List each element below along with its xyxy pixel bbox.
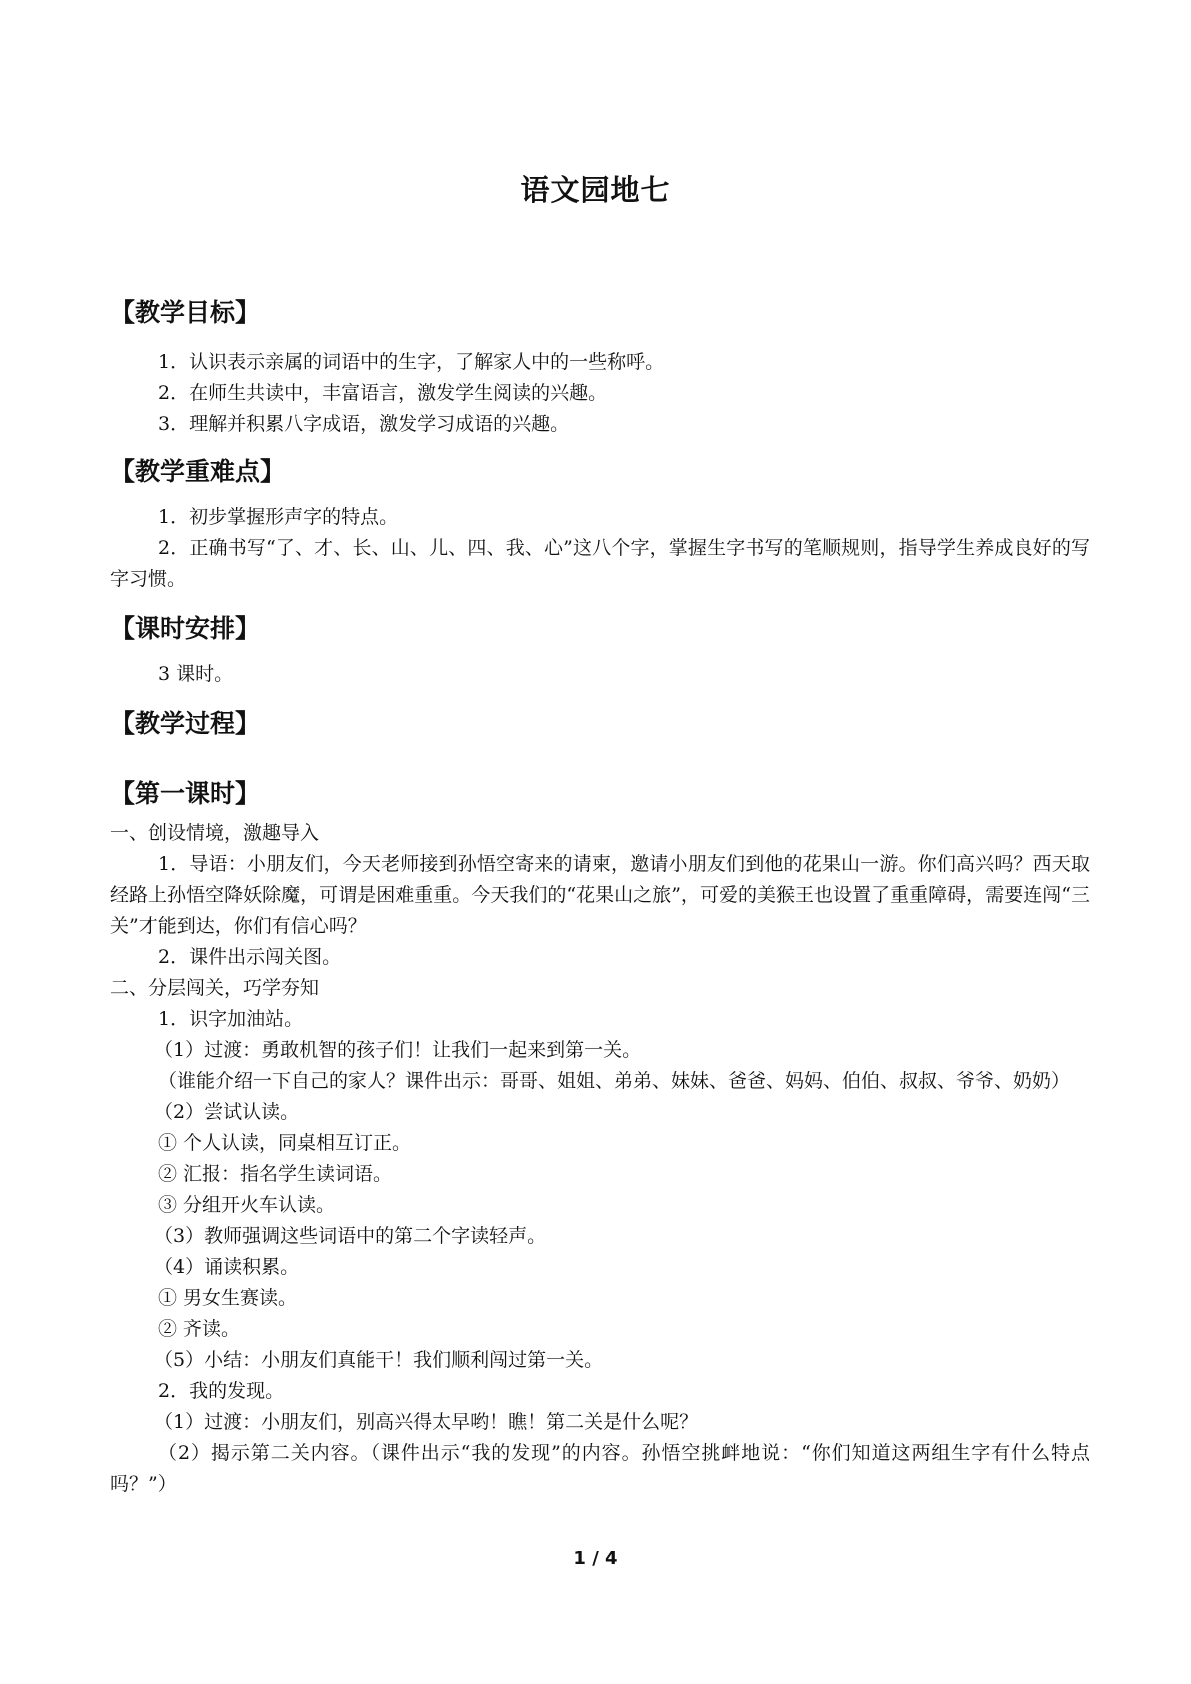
paragraph: 1．初步掌握形声字的特点。	[158, 506, 399, 528]
paragraph: （3）教师强调这些词语中的第二个字读轻声。	[154, 1225, 547, 1247]
section-heading: 【教学过程】	[110, 709, 261, 738]
page-number: 1 / 4	[573, 1548, 618, 1569]
paragraph: 2．课件出示闯关图。	[158, 946, 342, 968]
section-heading: 【第一课时】	[110, 779, 261, 808]
paragraph: ① 个人认读，同桌相互订正。	[158, 1132, 412, 1154]
section-heading: 【课时安排】	[110, 614, 261, 643]
document-body	[110, 293, 1090, 1500]
paragraph: （1）过渡：小朋友们，别高兴得太早哟！瞧！第二关是什么呢？	[154, 1411, 699, 1433]
paragraph: 2．正确书写“了、才、长、山、儿、四、我、心”这八个字，掌握生字书写的笔顺规则，指导学生养成良好的写字习惯。	[110, 537, 1090, 590]
paragraph: 1．认识表示亲属的词语中的生字，了解家人中的一些称呼。	[158, 351, 665, 373]
paragraph: 1．识字加油站。	[158, 1008, 304, 1030]
section-heading: 【教学目标】	[110, 298, 261, 327]
paragraph: （5）小结：小朋友们真能干！我们顺利闯过第一关。	[154, 1349, 604, 1371]
paragraph: 2．在师生共读中，丰富语言，激发学生阅读的兴趣。	[158, 382, 608, 404]
paragraph: ② 齐读。	[158, 1318, 241, 1340]
paragraph: 3．理解并积累八字成语，激发学习成语的兴趣。	[158, 413, 570, 435]
document-title: 语文园地七	[520, 173, 671, 207]
paragraph: （谁能介绍一下自己的家人？课件出示：哥哥、姐姐、弟弟、妹妹、爸爸、妈妈、伯伯、叔叔、爷爷、奶奶）	[158, 1070, 1071, 1092]
paragraph: ① 男女生赛读。	[158, 1287, 298, 1309]
paragraph: 2．我的发现。	[158, 1380, 285, 1402]
paragraph: 1．导语：小朋友们，今天老师接到孙悟空寄来的请柬，邀请小朋友们到他的花果山一游。你们高兴吗？西天取经路上孙悟空降妖除魔，可谓是困难重重。今天我们的“花果山之旅”，可爱的美猴王也设置了重重障碍，需要连闯“三关”才能到达，你们有信心吗？	[110, 853, 1090, 937]
section-heading: 【教学重难点】	[110, 457, 286, 486]
paragraph: （1）过渡：勇敢机智的孩子们！让我们一起来到第一关。	[154, 1039, 642, 1061]
paragraph: （4）诵读积累。	[154, 1256, 300, 1278]
paragraph: （2）揭示第二关内容。（课件出示“我的发现”的内容。孙悟空挑衅地说：“你们知道这两组生字有什么特点吗？”）	[110, 1442, 1090, 1495]
paragraph: （2）尝试认读。	[154, 1101, 300, 1123]
paragraph: ② 汇报：指名学生读词语。	[158, 1163, 393, 1185]
paragraph: 一、创设情境，激趣导入	[110, 822, 320, 844]
paragraph: 3 课时。	[158, 663, 234, 685]
paragraph: 二、分层闯关，巧学夯知	[110, 977, 320, 999]
paragraph: ③ 分组开火车认读。	[158, 1194, 336, 1216]
